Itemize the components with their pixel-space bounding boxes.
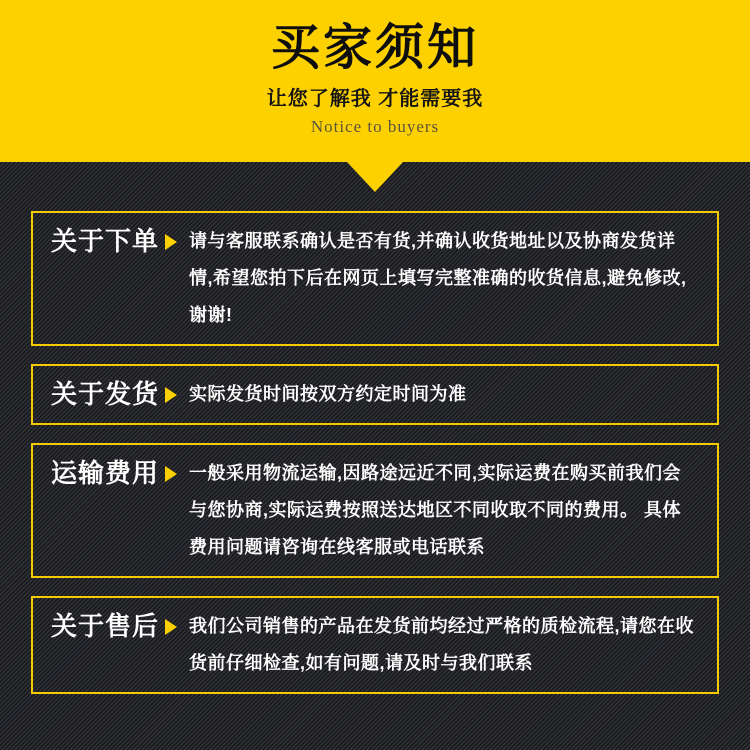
page-subtitle-english: Notice to buyers <box>310 117 440 136</box>
section-label: 运输费用 <box>51 458 160 488</box>
banner-header <box>0 0 750 162</box>
section-shipping <box>31 364 719 425</box>
page-subtitle: 让您了解我 才能需要我 <box>266 88 484 110</box>
page-title: 买家须知 <box>270 21 479 75</box>
notice-sections <box>0 192 750 694</box>
right-arrow-icon <box>165 619 177 635</box>
section-label: 关于下单 <box>51 226 160 256</box>
down-triangle-icon <box>347 162 403 192</box>
right-arrow-icon <box>165 466 177 482</box>
section-after-sales <box>31 596 719 694</box>
section-text: 一般采用物流运输,因路途远近不同,实际运费在购买前我们会与您协商,实际运费按照送达地区不同收取不同的费用。 具体费用问题请咨询在线客服或电话联系 <box>189 463 681 557</box>
section-label: 关于发货 <box>51 379 160 409</box>
section-freight-cost <box>31 443 719 578</box>
section-text: 请与客服联系确认是否有货,并确认收货地址以及协商发货详情,希望您拍下后在网页上填写完整准确的收货信息,避免修改,谢谢! <box>189 231 687 325</box>
right-arrow-icon <box>165 234 177 250</box>
right-arrow-icon <box>165 387 177 403</box>
section-text: 我们公司销售的产品在发货前均经过严格的质检流程,请您在收货前仔细检查,如有问题,请及时与我们联系 <box>189 616 694 673</box>
section-ordering <box>31 211 719 346</box>
section-text: 实际发货时间按双方约定时间为准 <box>189 384 467 404</box>
section-label: 关于售后 <box>51 611 160 641</box>
